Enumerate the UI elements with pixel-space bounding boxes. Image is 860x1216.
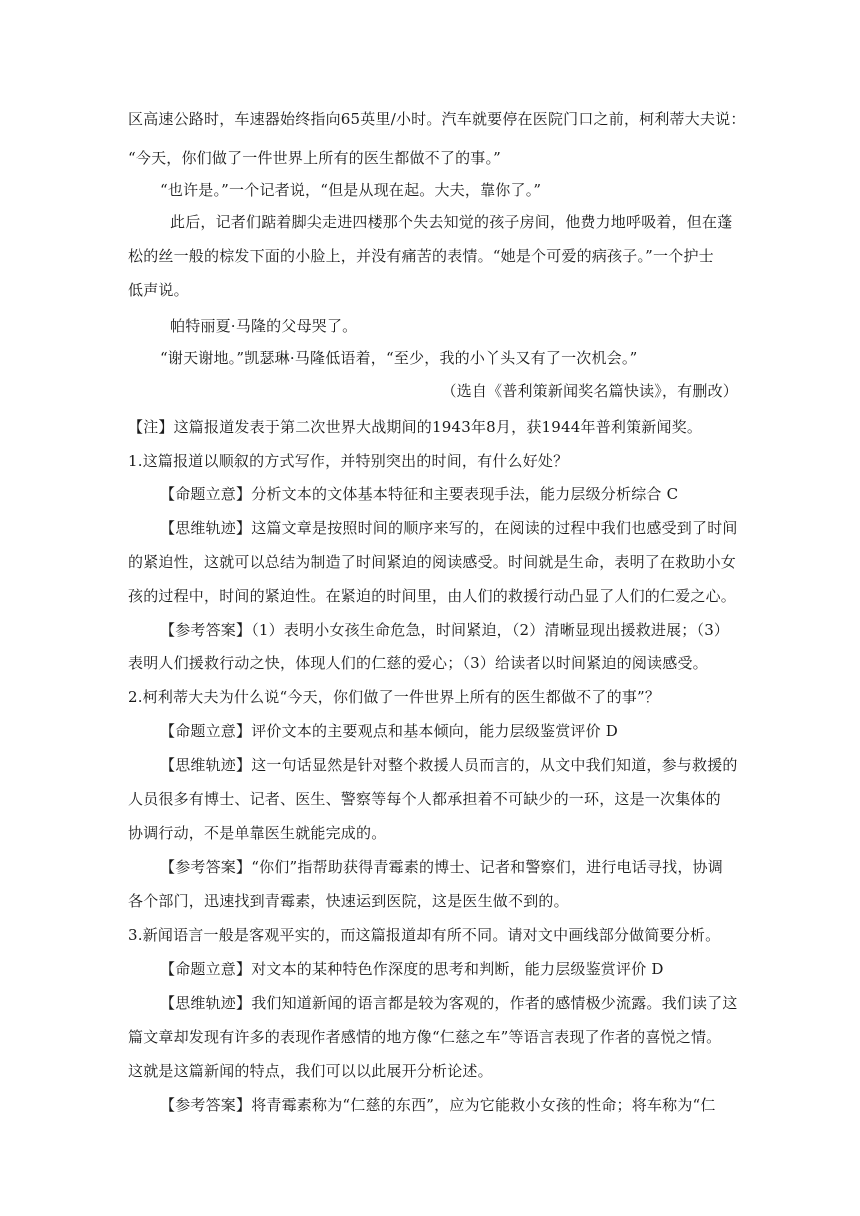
text-line: 的紧迫性，这就可以总结为制造了时间紧迫的阅读感受。时间就是生命，表明了在救助小女	[128, 553, 737, 571]
text-line: 【参考答案】（1）表明小女孩生命危急，时间紧迫，（2）清晰显现出援救进展；（3）	[160, 621, 730, 639]
source-citation: （选自《普利策新闻奖名篇快读》，有删改）	[441, 382, 738, 400]
text-line: 各个部门，迅速找到青霉素，快速运到医院，这是医生做不到的。	[128, 892, 569, 910]
text-line: 篇文章却发现有许多的表现作者感情的地方像“仁慈之车”等语言表现了作者的喜悦之情。	[128, 1028, 722, 1046]
note-line: 【注】这篇报道发表于第二次世界大战期间的1943年8月，获1944年普利策新闻奖。	[128, 418, 703, 436]
text-line: 【思维轨迹】这篇文章是按照时间的顺序来写的，在阅读的过程中我们也感受到了时间	[160, 519, 738, 537]
text-line: 松的丝一般的棕发下面的小脸上，并没有痛苦的表情。“她是个可爱的病孩子。”一个护士	[128, 247, 714, 265]
text-line: 【参考答案】将青霉素称为“仁慈的东西”，应为它能救小女孩的性命；将车称为“仁	[160, 1096, 716, 1114]
text-line: “也许是。”一个记者说，“但是从现在起。大夫，靠你了。”	[160, 181, 542, 199]
question-2: 2.柯利蒂大夫为什么说“今天，你们做了一件世界上所有的医生都做不了的事”？	[128, 688, 661, 706]
text-line: 【思维轨迹】这一句话显然是针对整个救援人员而言的，从文中我们知道，参与救援的	[160, 756, 738, 774]
text-line: 【命题立意】分析文本的文体基本特征和主要表现手法，能力层级分析综合 C	[160, 485, 679, 503]
text-line: 人员很多有博士、记者、医生、警察等每个人都承担着不可缺少的一环，这是一次集体的	[128, 790, 721, 808]
text-line: 协调行动，不是单靠医生就能完成的。	[128, 824, 387, 842]
text-line: 【思维轨迹】我们知道新闻的语言都是较为客观的，作者的感情极少流露。我们读了这	[160, 994, 738, 1012]
text-line: “今天，你们做了一件世界上所有的医生都做不了的事。”	[128, 149, 502, 167]
text-line: 这就是这篇新闻的特点，我们可以以此展开分析论述。	[128, 1062, 493, 1080]
text-line: 【参考答案】“你们”指帮助获得青霉素的博士、记者和警察们，进行电话寻找，协调	[160, 858, 723, 876]
question-1: 1.这篇报道以顺叙的方式写作，并特别突出的时间，有什么好处？	[128, 452, 569, 470]
text-line: 表明人们援救行动之快，体现人们的仁慈的爱心；（3）给读者以时间紧迫的阅读感受。	[128, 654, 708, 672]
text-line: 孩的过程中，时间的紧迫性。在紧迫的时间里，由人们的救援行动凸显了人们的仁爱之心。	[128, 587, 737, 605]
text-line: 【命题立意】对文本的某种特色作深度的思考和判断，能力层级鉴赏评价 D	[160, 960, 664, 978]
text-line: 【命题立意】评价文本的主要观点和基本倾向，能力层级鉴赏评价 D	[160, 722, 618, 740]
text-line: 低声说。	[128, 281, 189, 299]
text-line: 区高速公路时，车速器始终指向65英里/小时。汽车就要停在医院门口之前，柯利蒂大夫说：	[128, 110, 746, 128]
text-line: 帕特丽夏·马隆的父母哭了。	[170, 317, 358, 335]
question-3: 3.新闻语言一般是客观平实的，而这篇报道却有所不同。请对文中画线部分做简要分析。	[128, 926, 721, 944]
text-line: “谢天谢地。”凯瑟琳·马隆低语着，“至少，我的小丫头又有了一次机会。”	[160, 349, 638, 367]
text-line: 此后，记者们踮着脚尖走进四楼那个失去知觉的孩子房间，他费力地呼吸着，但在蓬	[170, 213, 733, 231]
